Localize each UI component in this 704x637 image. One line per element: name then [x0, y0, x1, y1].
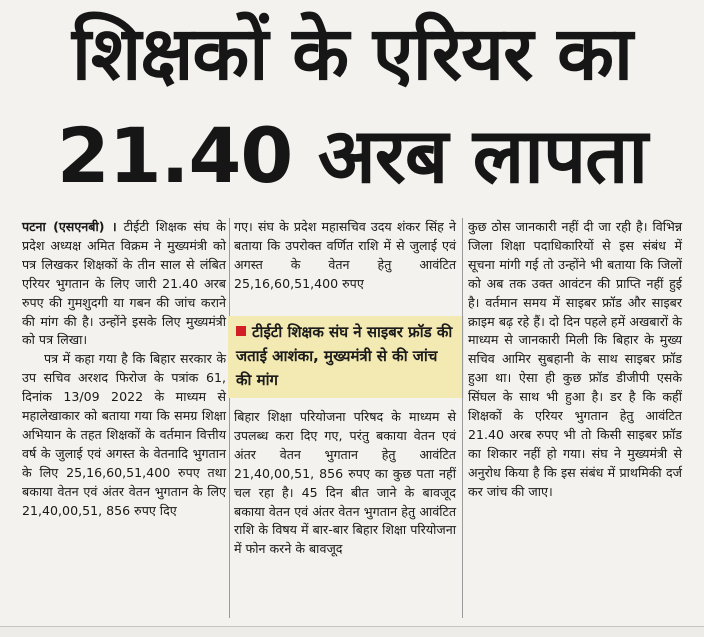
article-column-1: [22, 218, 226, 521]
red-square-icon: [236, 326, 246, 336]
paragraph-1-text: टीईटी शिक्षक संघ के प्रदेश अध्यक्ष अमित विक्रम ने मुख्यमंत्री को पत्र लिखकर शिक्षकों के तीन साल से लंबित एरियर भुगतान के लिए जारी 21.40 अरब रुपए की गुमशुदगी या गबन की जांच कराने की मांग की है। उन्होंने इसके लिए मुख्यमंत्री को पत्र लिखा।: [22, 219, 226, 348]
paragraph-2: पत्र में कहा गया है कि बिहार सरकार के उप सचिव अरशद फिरोज के पत्रांक 61, दिनांक 13/09 2022 के माध्यम से महालेखाकार को बताया गया कि समग्र शिक्षा अभियान के तहत शिक्षकों के वर्तमान वित्तीय वर्ष के जुलाई एवं अगस्त के वेतनादि भुगतान के लिए 25,16,60,51,400 रुपए तथा बकाया वेतन एवं अंतर वेतन भुगतान के लिए 21,40,00,51, 856 रुपए दिए: [22, 351, 226, 518]
headline-line-2: 21.40 अरब लापता: [56, 111, 648, 200]
column-divider-1: [229, 218, 230, 618]
pull-quote: [228, 316, 464, 398]
paragraph-5: कुछ ठोस जानकारी नहीं दी जा रही है। विभिन्न जिला शिक्षा पदाधिकारियों से इस संबंध में सूचना मांगी गई तो उन्होंने भी बताया कि जिलों को अब तक उक्त आवंटन की प्राप्ति नहीं हुई है। वर्तमान समय में साइबर फ्रॉड और साइबर क्राइम बढ़ रहे हैं। दो दिन पहले हमें अखबारों के माध्यम से जानकारी मिली कि बिहार के मुख्य सचिव आमिर सुबहानी के साथ साइबर फ्रॉड हुआ था। ऐसा ही कुछ फ्रॉड डीजीपी एसके सिंघल के साथ भी हुआ है। डर है कि कहीं शिक्षकों के एरियर भुगतान हेतु आवंटित 21.40 अरब रुपए भी तो किसी साइबर फ्रॉड का शिकार नहीं हो गया। संघ ने मुख्यमंत्री से अनुरोध किया है कि इस संबंध में प्राथमिकी दर्ज कर जांच की जाए।: [468, 219, 682, 499]
paragraph-4: बिहार शिक्षा परियोजना परिषद के माध्यम से उपलब्ध करा दिए गए, परंतु बकाया वेतन एवं अंतर वेतन भुगतान हेतु आवंटित 21,40,00,51, 856 रुपए का कुछ पता नहीं चल रहा है। 45 दिन बीत जाने के बावजूद बकाया वेतन एवं अंतर वेतन भुगतान हेतु आवंटित राशि के विषय में बार-बार बिहार शिक्षा परियोजना में फोन करने के बावजूद: [234, 409, 456, 557]
dateline: पटना (एसएनबी) ।: [22, 219, 117, 234]
paragraph-1: [22, 218, 226, 350]
headline-line-1: शिक्षकों के एरियर का: [71, 11, 633, 97]
column-divider-2: [462, 218, 463, 618]
pull-quote-text: टीईटी शिक्षक संघ ने साइबर फ्रॉड की जताई आशंका, मुख्यमंत्री से की जांच की मांग: [236, 323, 453, 389]
page-bottom-edge: [0, 626, 704, 637]
headline: [0, 6, 704, 210]
paragraph-3: गए। संघ के प्रदेश महासचिव उदय शंकर सिंह ने बताया कि उपरोक्त वर्णित राशि में से जुलाई एवं अगस्त के वेतन हेतु आवंटित 25,16,60,51,400 रुपए: [234, 219, 456, 291]
article-column-2-bottom: [234, 408, 456, 559]
article-column-3: [468, 218, 682, 502]
article-column-2-top: [234, 218, 456, 294]
